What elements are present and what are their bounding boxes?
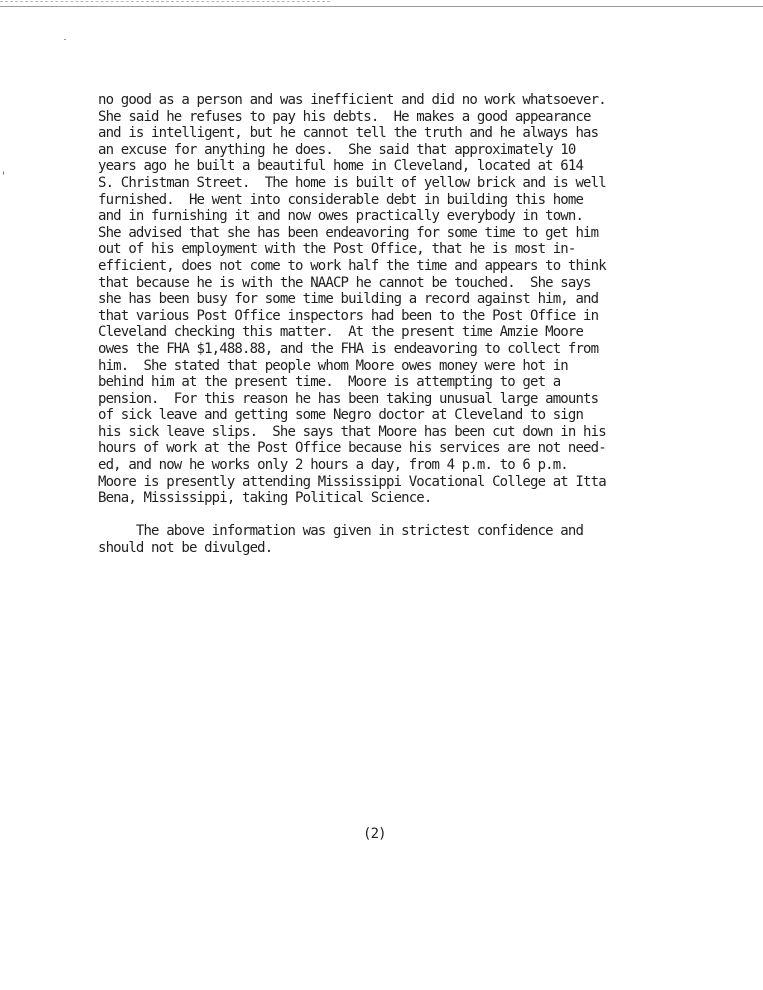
text-line: She advised that she has been endeavoring for some time to get him xyxy=(98,224,599,241)
text-line: The above information was given in strictest confidence and xyxy=(98,523,584,540)
text-line: pension. For this reason he has been taking unusual large amounts xyxy=(98,390,599,407)
text-line: an excuse for anything he does. She said that approximately 10 xyxy=(98,141,576,158)
text-line: ed, and now he works only 2 hours a day, from 4 p.m. to 6 p.m. xyxy=(98,457,568,474)
text-line: She said he refuses to pay his debts. He makes a good appearance xyxy=(98,108,591,125)
text-line: that various Post Office inspectors had been to the Post Office in xyxy=(98,307,599,324)
text-line: out of his employment with the Post Office, that he is most in- xyxy=(98,241,576,258)
scan-speck xyxy=(3,171,4,175)
text-line: hours of work at the Post Office because his services are not need- xyxy=(98,440,606,457)
paragraph xyxy=(98,523,708,556)
text-line: of sick leave and getting some Negro doctor at Cleveland to sign xyxy=(98,407,584,424)
text-line: efficient, does not come to work half the time and appears to think xyxy=(98,257,606,274)
text-line: him. She stated that people whom Moore owes money were hot in xyxy=(98,357,568,374)
text-line: behind him at the present time. Moore is attempting to get a xyxy=(98,374,561,391)
text-line: owes the FHA $1,488.88, and the FHA is endeavoring to collect from xyxy=(98,340,599,357)
text-line: furnished. He went into considerable debt in building this home xyxy=(98,191,584,208)
text-line: Cleveland checking this matter. At the present time Amzie Moore xyxy=(98,324,584,341)
text-line: and is intelligent, but he cannot tell the truth and he always has xyxy=(98,125,599,142)
text-line: Moore is presently attending Mississippi Vocational College at Itta xyxy=(98,473,606,490)
text-line: years ago he built a beautiful home in Cleveland, located at 614 xyxy=(98,158,584,175)
page-number: (2) xyxy=(363,826,386,842)
text-line: Bena, Mississippi, taking Political Science. xyxy=(98,490,432,507)
memo-body-text xyxy=(98,92,708,557)
text-line: his sick leave slips. She says that Moore has been cut down in his xyxy=(98,423,606,440)
text-line: S. Christman Street. The home is built of yellow brick and is well xyxy=(98,174,606,191)
text-line: she has been busy for some time building a record against him, and xyxy=(98,291,599,308)
paragraph xyxy=(98,92,708,507)
text-line: should not be divulged. xyxy=(98,540,273,557)
top-edge-rule xyxy=(0,6,763,7)
text-line: that because he is with the NAACP he cannot be touched. She says xyxy=(98,274,591,291)
scan-speck xyxy=(64,39,66,40)
text-line: and in furnishing it and now owes practically everybody in town. xyxy=(98,208,584,225)
text-line: no good as a person and was inefficient and did no work whatsoever. xyxy=(98,92,606,108)
top-edge-dashed-rule xyxy=(0,1,330,2)
